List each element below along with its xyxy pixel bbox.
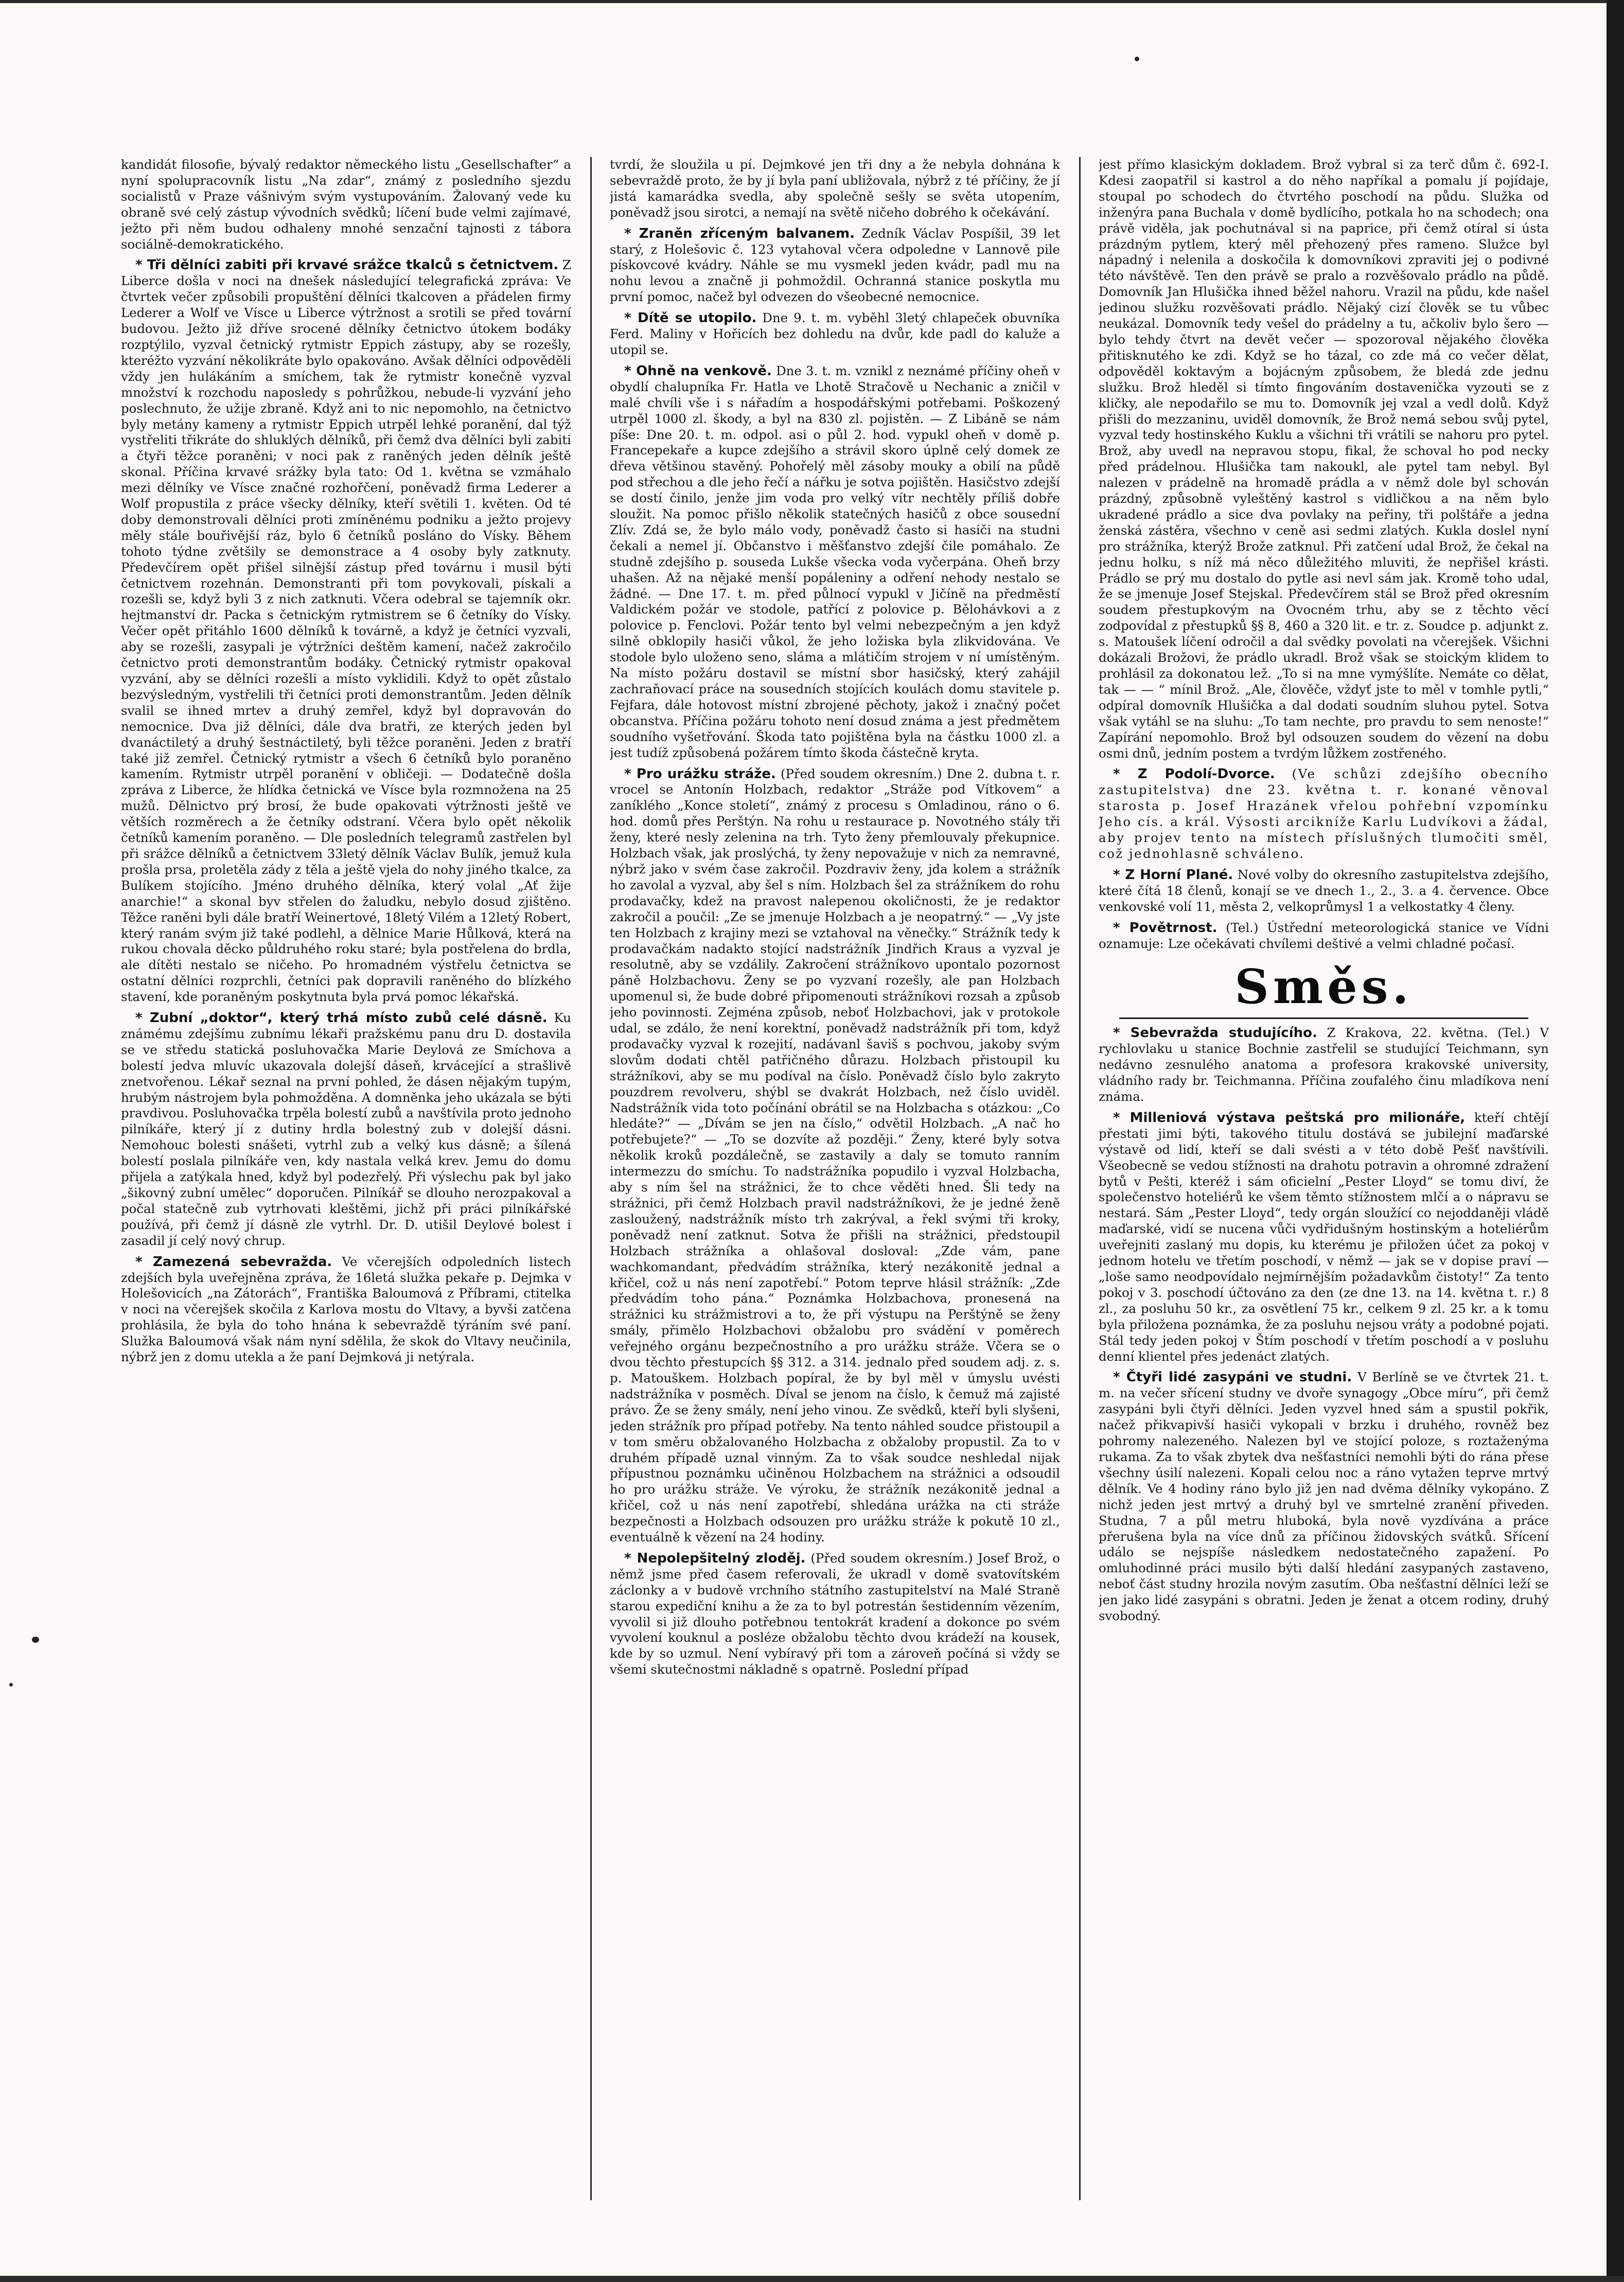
article-body: Ku známému zdejšímu zubnímu lékaři pražskému panu dru D. dostavila se ve středu statická posluhovačka Marie Deylová ze Smíchova a bolestí jedva mluvíc ukazovala dolejší dáseň, krvácející a strašlivě znetvořenou. Lékař seznal na první pohled, že dásen nějakým tupým, hrubým nástrojem byla pohmožděna. A domněnka jeho ukázala se býti pravdivou. Posluhovačka trpěla bolestí zubů a navštívila proto jednoho pilníkáře, který jí z dutiny hrdla bolestný zub v dolejší dásni. Nemohouc bolesti snášeti, vytrhl zub a velký kus dásně; a šílená bolestí poslala pilníkáře ven, kdy nastala velká krev. Jemu do domu přijela a zatýkala hned, když byl podezřelý. Při výslechu pak byl jako „šikovný zubní umělec“ doporučen. Pilníkář se dlouho nerozpakoval a počal statečně zub vytrhovati kleštěmi, jichž při práci pilníkářské používá, při čemž jí dásně zle vytrhl. Dr. D. utišil Deylové bolest i zasadil jí celý nový chrup.: [121, 1010, 571, 1248]
article-heading: * Tři dělníci zabiti při krvavé srážce tkalců s četnictvem.: [135, 257, 559, 273]
article-drowning: [610, 310, 1060, 358]
article-horni-plana: [1099, 867, 1549, 915]
article-body: Zedník Václav Pospíšil, 39 let starý, z Holešovic č. 123 vytahoval včera odpoledne v Lannově pile pískovcové kvádry. Náhle se mu vysmekl jeden kvádr, padl mu na nohu levou a značně ji pohmoždil. Ochranná stanice poskytla mu první pomoc, načež byl odvezen do všeobecné nemocnice.: [610, 225, 1060, 305]
article-body: (Před soudem okresním.) Dne 2. dubna t. r. vrocel se Antonín Holzbach, redaktor „Stráže pod Vítkovem“ a zaníklého „Konce století“, známý z procesu s Omladinou, ráno o 6. hod. domů přes Perštýn. Na rohu u restaurace p. Novotného stály tři ženy, které nesly zelenina na trh. Tyto ženy přemlouvaly překupnice. Holzbach však, jak proslýchá, ty ženy nepovažuje v nich za nemravné, nýbrž jako v svém čase zakročil. Pozdraviv ženy, jda kolem a strážník ho zavolal a vyzval, aby šel s ním. Holzbach šel za strážníkem do rohu prodavačky, kdež na pravost nalepenou okoličnosti, že je redaktor zakročil a poučil: „Ze se jmenuje Holzbach a je neopatrný.“ — „Vy jste ten Holzbach z krajiny mezi se vztahoval na věnečky.“ Strážník tedy k prodavačkám nadakto stojící nadstrážník Jindřich Kraus a vyzval je resolutně, aby se vzdálily. Zakročení strážníkovo upontalo pozornost páně Holzbachovu. Ženy se po vyzvaní rozešly, ale pan Holzbach upomenul si, že bude dobré připomenouti strážníkovi rozsah a způsob jeho povinnosti. Zejména způsob, neboť Holzbachovi, jak v protokole udal, se zdálo, že není korektní, poněvadž nadstrážník při tom, když prodavačky vyzval k rozejití, nadávanl šaviš s pochvou, jakoby svým slovům dodati chtěl patřičného důrazu. Holzbach přistoupil ku strážníkovi, aby se mu podíval na číslo. Poněvadž číslo bylo zakryto pouzdrem revolveru, shýbl se dvakrát Holzbach, než číslo uviděl. Nadstrážník vida toto počínání obrátil se na Holzbacha s otázkou: „Co hledáte?“ — „Dívám se jen na číslo,“ odvětil Holzbach. „A nač ho potřebujete?“ — „To se dozvíte až později.“ Ženy, které byly sotva několik kroků pozdálečně, se zastavily a daly se tomuto ranním intermezzu do smíchu. To nadstrážníka popudilo i vyzval Holzbacha, aby s ním šel na strážnici, že to chce věděti hned. Šli tedy na strážnici, při čemž Holzbach pravil nadstrážníkovi, že je jedné ženě zasloužený, nadstrážník místo trh zakrýval, a řekl svými tři kroky, poněvadž není zatknut. Sotva že přišli na strážnici, předstoupil Holzbach strážníka a ohlašoval dosloval: „Zde vám, pane wachkomandant, předvádím strážníka, který nezákonitě jednal a křičel, což u nás není zapotřebí.“ Potom teprve hlásil strážník: „Zde předvádím toho pána.“ Poznámka Holzbachova, pronesená na strážnici ku strážmistrovi a to, že při výstupu na Perštýně se ženy smály, přimělo Holzbachovi obžalobu pro svádění v poměrech veřejného orgánu bezpečnostního a pro urážku stráže. Včera se o dvou těchto přestupcích §§ 312. a 314. jednalo před soudem adj. z. s. p. Matouškem. Holzbach popíral, že by byl měl v úmyslu uvésti nadstrážníka v posměch. Díval se jenom na číslo, k čemuž má zajisté právo. Že se ženy smály, není jeho vinou. Ze svědků, kteří byli slyšeni, jeden strážník pro případ potřeby. Na tento náhled soudce přistoupil a v tom směru obžalovaného Holzbacha z obžaloby propustil. Za to v druhém případě uznal vinným. Za to však soudce neshledal nijak přípustnou poznámku učiněnou Holzbachem na strážnici a odsoudil ho pro urážku stráže. Ve výroku, že strážník nezákonitě jednal a křičel, což u nás není zapotřebí, shledána urážka na cti stráže bezpečnosti a Holzbach odsouzen pro urážku stráže k pokutě 10 zl., eventuálně k vězení na 24 hodiny.: [610, 766, 1060, 1545]
article-thief: [610, 1551, 1060, 1678]
article-student-suicide: [1099, 1025, 1549, 1105]
article-body: Dne 3. t. m. vznikl z neznámé příčiny oheň v obydlí chalupníka Fr. Hatla ve Lhotě Stračově u Nechanic a zničil v malé chvíli vše i s nářadím a hospodářskými potřebami. Poškozený utrpěl 1000 zl. škody, a byl na 830 zl. pojistěn. — Z Libáně se nám píše: Dne 20. t. m. odpol. asi o půl 2. hod. vypukl oheň v domě p. Francepekaře a kupce zdejšího a strávil skoro úplně celý domek ze dřeva většinou stavěný. Pohořelý měl zásoby mouky a obilí na půdě pod střechou a dle jeho řečí a nářku je sotva pojištěn. Hasičstvo zdejší se dostí činilo, jenže jim voda pro velký vítr nechtěly příliš dobře sloužit. Na pomoc přišlo několik statečných hasičů z obce sousední Zlív. Zdá se, že bylo málo vody, poněvadž často si hasiči na studni čekali a nemel jí. Občanstvo i měšťanstvo zdejší čile pomáhalo. Ze studně zdejšího p. souseda Lukše všecka voda vyčerpána. Oheň brzy uhašen. Až na nějaké menší popáleniny a odření nehody nestalo se žádné. — Dne 17. t. m. před půlnocí vypukl v Jičíně na předměstí Valdickém požár ve stodole, patřící z polovice p. Bělohávkovi a z polovice p. Fenclovi. Požár tento byl velmi nebezpečným a jen když silně obklopily hasiči vůkol, že jeho ložiska byla zlikvidována. Ve stodole bylo uloženo seno, sláma a mlátičím strojem v ní umístěným. Na místo požáru dostavil se místní sbor hasičský, který zahájil zachraňovací práce na sousedních stojících koulách domu stavitele p. Fejfara, dále hotovost místní zbrojené pěchoty, jakož i značný počet obcanstva. Příčina požáru tohoto není dosud známa a jest předmětem soudního vyšetřování. Škoda tato pojištěna byla na částku 1000 zl. a jest tudíž způsobená požárem tímto škoda částečně kryta.: [610, 363, 1060, 760]
article-body: (Tel.) Ústřední meteorologická stanice ve Vídni oznamuje: Lze očekávati chvílemi deštivé a velmi chladné počasí.: [1099, 920, 1549, 951]
article-heading: * Nepolepšitelný zloděj.: [624, 1550, 806, 1566]
article-body: (Před soudem okresním.) Josef Brož, o němž jsme před časem referovali, že ukradl v domě svatovítském záclonky a v budově vrchního státního zastupitelství na Malé Straně starou expediční knihu a že za to byl potrestán šestidenním vězením, vyvolil si již dlouho potřebnou tentokrát kradení a dokonce po svém vyvolení kouknul a posléze obžalobu těchto dvou krádeží na kousek, kde by so uzmul. Není vybíravý při tom a zároveň počíná si vždy se všemi skutečnostmi nákladně s opatrně. Poslední případ: [610, 1550, 1060, 1677]
article-dentist: [121, 1010, 571, 1249]
article-body: Nové volby do okresního zastupitelstva zdejšího, které čítá 18 členů, konají se ve dnech 1., 2., 3. a 4. července. Obce venkovské volí 11, města 2, velkoprůmysl 1 a velkostatky 4 členy.: [1099, 867, 1549, 914]
article-body: Z Krakova, 22. května. (Tel.) V rychlovlaku u stanice Bochnie zastřelil se studující Teichmann, syn nedávno zesnulého anatoma a profesora krakovské university, vládního rady br. Teichmanna. Příčina zoufalého činu mladíkova není známa.: [1099, 1025, 1549, 1104]
article-podoli: [1099, 766, 1549, 862]
article-weather: [1099, 920, 1549, 952]
article-fires: [610, 363, 1060, 761]
column-2: [610, 157, 1060, 2210]
section-title-smes: Směs.: [1234, 959, 1413, 1015]
section-rule: [1119, 1017, 1528, 1019]
article-heading: * Z Podolí-Dvorce.: [1113, 766, 1275, 782]
article-heading: * Zubní „doktor“, který trhá místo zubů celé dásně.: [135, 1010, 548, 1026]
article-strike-shooting: [121, 257, 571, 1005]
scan-border-right: [1607, 0, 1624, 2282]
scan-speck: [9, 1683, 13, 1687]
article-heading: * Povětrnost.: [1113, 920, 1217, 936]
article-suicide-prevented: [121, 1254, 571, 1365]
column-3: [1099, 157, 1549, 2210]
article-heading: * Ohně na venkově.: [624, 363, 772, 379]
article-body: V Berlíně se ve čtvrtek 21. t. m. na večer sřícení studny ve dvoře synagogy „Obce míru“, při čemž zasypáni byli čtyři dělníci. Jeden vyzvel hned sám a spustil pokřik, načež přikvapivší hasiči vykopali v brzku i druhého, rovněž bez pohromy nalezeného. Nalezen byl ve stojící poloze, s roztaženýma rukama. Za to však zbytek dva nešťastníci nemohli býti do rána přese všechny úsilí nalezeni. Kopali celou noc a ráno vytažen teprve mrtvý dělník. Ve 4 hodiny ráno bylo již jen nad dvěma dělníky vykopáno. Z nichž jeden jest mrtvý a druhý byl ve smrtelné zranění přiveden. Studna, 7 a půl metru hluboká, byla nově vyzdívána a práce přerušena byla na více dnů za příčinou židovských svátků. Sřícení událo se nejspíše následkem nedostatečného zapažení. Po omluhodinné práci musilo býti další hledání zasypaných zastaveno, neboť část studny hrozila novým zasutím. Oba nešťastní dělníci leží se jen jako lidé zasypáni s obratni. Jeden je ženat a otcem rodiny, druhý svobodný.: [1099, 1370, 1549, 1624]
article-continuation: jest přímo klasickým dokladem. Brož vybral si za terč dům č. 692-I. Kdesi zaopatřil si kastrol a do něho napříkal a pomalu jí pojídaje, stoupal po schodech do čtvrtého poschodí na půdu. Služka od inženýra pana Buchala v domě bydlícího, potkala ho na schodech; ona právě viděla, jak pochutnával si na paprice, při čemž otíral si ústa prázdným pytlem, který měl přehozený přes rameno. Služce byl nápadný i nelenila a doskočila k domovníkovi zpraviti jej o podivné této návštěvě. Ten den právě se pralo a rozvěšovalo prádlo na půdě. Domovník Jan Hlušička ihned běžel nahoru. Vrazil na půdu, kde našel jedinou služku rozvěšovati prádlo. Nějaký cizí člověk se tu vůbec neukázal. Domovník tedy vešel do prádelny a tu, ačkoliv bylo šero — bylo tehdy čtvrt na devět večer — spozoroval nějakého člověka přitisknutého ke zdi. Když se ho tázal, co zde má co večer dělat, odpověděl koktavým a bojácným způsobem, že bledá zde jednu služku. Brož hleděl si tímto fingováním dostavenička vyzouti se z kličky, ale nepodařilo se mu to. Domovník jej vzal a vedl dolů. Když přišli do mezzaninu, uviděl domovník, že Brož nemá sebou svůj pytel, vyzval tedy hostinského Kuklu a všichni tři vrátili se nahoru pro pytel. Brož, aby uvedl na nepravou stopu, fikal, že schoval ho pod necky před prádelnou. Hlušička tam nakoukl, ale pytel tam nebyl. Byl nalezen v prádelně na hromadě prádla a v němž dole byl schován prázdný, způsobně vyleštěný kastrol s vidličkou a na něm bylo ukradené prádlo a sice dva povlaky na peřiny, tři polštáře a jedna ženská zástěra, všechno v ceně asi sedmi zlatých. Kukla doslel nyní pro strážníka, kterýž Brože zatknul. Při zatčení udal Brož, že čekal na jednu holku, s níž má něco důležitého mluviti, že nepřišel krásti. Prádlo se prý mu dostalo do pytle asi nevl sám jak. Kromě toho udal, že se jmenuje Josef Stejskal. Předevčírem stál se Brož před okresním soudem přestupkovým na Ovocném trhu, aby se z těchto věcí zodpovídal z přestupků §§ 8, 460 a 320 lit. e tr. z. Soudce p. adjunkt z. s. Matoušek líčení odročil a dal svědky povolati na včerejšek. Všichni dokázali Brožovi, že prádlo ukradl. Brož však se stoickým klidem to prohlásil za dokonatou lež. „To si na mne vymýšlíte. Nemáte co dělat, tak — — “ mínil Brož. „Ale, člověče, vždyť jste to měl v tomhle pytli,“ odpíral domovník Hlušička a dal dodati soudním sluhou pytel. Sotva však vytáhl se na sluhu: „To tam nechte, pro pravdu to sem nenoste!“ Zapírání nepomohlo. Brož byl odsouzen soudem do vězení na dobu osmi dnů, jedním postem a tvrdým lůžkem zostřeného.: [1099, 157, 1549, 761]
column-1: [121, 157, 571, 2210]
article-guard-insult: [610, 766, 1060, 1546]
article-continuation: kandidát filosofie, bývalý redaktor německého listu „Gesellschafter“ a nyní spolupracovník listu „Na zdar“, známý z posledního sjezdu socialistů v Praze vášnivým svým vystupováním. Žalovaný vede ku obraně své celý zástup vývodních svědků; líčení bude velmi zajímavé, ježto při něm budou odhaleny mnohé senzační tajnosti z tábora sociálně-demokratického.: [121, 157, 571, 252]
scan-speck: [32, 1637, 39, 1643]
text-columns: [121, 157, 1549, 2210]
article-heading: * Sebevražda studujícího.: [1113, 1025, 1317, 1041]
article-body: kteří chtějí přestati jimi býti, takového titulu dostává se jubilejní maďarské výstavě od lidí, kteří se dali svésti a v této době Pešť navštívili. Všeobecně se vedou stížnosti na drahotu potravin a ohromné zdražení bytů v Pešti, kteréž i sám oficielní „Pester Lloyd“ se tomu diví, že společenstvo hoteliérů ke všem těmto stížnostem mlčí a o nápravu se nestará. Sám „Pester Lloyd“, tedy orgán sloužící co nejoddaněji vládě maďarské, vidí se nucena vůči vydřidušným hostinským a hoteliérům uveřejniti zaslaný mu dopis, ku kterému je přiložen účet za pokoj v jednom hotelu ve třetím poschodí, v němž — jak se v dopise praví — „loše samo neodpovídalo nejmírnějším požadavkům čistoty!“ Za tento pokoj v 3. poschodí účtováno za den (ze dne 13. na 14. května t. r.) 8 zl., za posluhu 50 kr., za osvětlení 75 kr., celkem 9 zl. 25 kr. a k tomu byla přiložena poznámka, že za posluhu nejsou vráty a podobné pojati. Stál tedy jeden pokoj v Štím poschodí v třetím poschodí a v posluhu denní klientel přes jedenáct zlatých.: [1099, 1110, 1549, 1364]
article-heading: * Z Horní Plané.: [1113, 867, 1233, 883]
article-millennium-exhibition: [1099, 1110, 1549, 1365]
article-body: (Ve schůzi zdejšího obecního zastupitelstva) dne 23. května t. r. konané věnoval starosta p. Josef Hrazánek vřelou pohřební vzpomínku Jeho cís. a král. Výsosti arcikníže Karlu Ludvíkovi a žádal, aby projev tento na místech příslušných tlumočiti směl, což jednohlasně schváleno.: [1099, 766, 1549, 861]
article-well-collapse: [1099, 1370, 1549, 1624]
article-continuation: tvrdí, že sloužila u pí. Dejmkové jen tři dny a že nebyla dohnána k sebevraždě proto, že by jí byla paní ubližovala, nýbrž z té příčiny, že jí jistá kamarádka svedla, aby společně sešly se světa utopením, poněvadž jsou sirotci, a nemají na světě ničeho dobrého k očekávání.: [610, 157, 1060, 220]
article-heading: * Pro urážku stráže.: [624, 766, 776, 782]
article-heading: * Milleniová výstava peštská pro milionáře,: [1113, 1110, 1466, 1126]
article-body: Ve včerejších odpoledních listech zdejších byla uveřejněna zpráva, že 16letá služka pekaře p. Dejmka v Holešovicích „na Zátorách“, Františka Baloumová z Příbrami, ctitelka v noci na včerejšek skočila z Karlova mostu do Vltavy, a byvši zatčena prohlásila, že byla do toho hnána k sebevraždě týráním své paní. Služka Baloumová však nám nyní sdělila, že skok do Vltavy neučinila, nýbrž jen z domu utekla a že paní Dejmková ji netýrala.: [121, 1254, 571, 1365]
scan-border-bottom: [0, 2276, 1624, 2282]
article-body: Z Liberce došla v noci na dnešek následující telegrafická zpráva: Ve čtvrtek večer způsobili propuštění dělníci tkalcoven a přádelen firmy Lederer a Wolf ve Vísce u Liberce výtržnost a srotili se před tovární budovou. Ježto již dříve srocené dělníky četnictvo útokem bodáky rozptýlilo, vyzval četnický rytmistr Eppich zástupy, aby se rozešly, kteréžto vyzvání několikráte bylo opakováno. Avšak dělníci odpověděli vždy jen hulákáním a smíchem, tak že rytmistr konečně vyzval množství k rozchodu naposledy s pohrůžkou, nebude-li vyzvání jeho poslechnuto, že užije zbraně. Když ani to nic nepomohlo, na četnictvo byly metány kameny a rytmistr Eppich utrpěl lehké poranění, dal týž vystřeliti třikráte do shluklých dělníků, při čemž dva dělníci byli zabiti a čtyři těžce poraněni; v noci pak z raněných jeden dělník ještě skonal. Příčina krvavé srážky byla tato: Od 1. května se vzmáhalo mezi dělníky ve Vísce značné rozhořčení, poněvadž firma Lederer a Wolf propustila z práce všecky dělníky, kteří světili 1. květen. Od té doby demonstrovali dělníci proti zmíněnému podniku a ježto projevy měly stále bouřivější ráz, bylo 6 četníků posláno do Vísky. Během tohoto týdne zvětšily se demonstrace a 4 osoby byly zatknuty. Předevčírem opět přišel silnější zástup před továrnu i musil býti četnictvem rozehnán. Demonstranti při tom povykovali, pískali a rozešli se, když byli 3 z nich zatknuti. Včera odebral se tajemník okr. hejtmanství dr. Packa s četnickým rytmistrem se 6 četníky do Vísky. Večer opět přitáhlo 1600 dělníků k továrně, a když je četníci vyzvali, aby se rozešli, zasypali je výtržníci deštěm kamení, načež zakročilo četnictvo proti demonstrantům bodáky. Četnický rytmistr opakoval vyzvání, aby se dělníci rozešli a místo vyklidili. Když to opět zůstalo bezvýsledným, vystřelili tři četníci proti demonstrantům. Jeden dělník svalil se ihned mrtev a druhý zemřel, když byl dopravován do nemocnice. Dva již dělníci, dále dva bratři, ze kterých jeden byl dvanáctiletý a druhý šestnáctiletý, byli těžce poraněni. Jeden z bratří také již zemřel. Četnický rytmistr a všech 6 četníků bylo poraněno kamením. Rytmistr utrpěl poranění v obličeji. — Dodatečně došla zpráva z Liberce, že hlídka četnická ve Vísce byla rozmnožena na 25 mužů. Dělnictvo prý brosí, že bude opakovati výtržnosti ještě ve větších rozměrech a že četníky odstraní. Včera bylo opět několik četníků kamením poraněno. — Dle posledních telegramů zastřelen byl při srážce dělníků a četnictvem 33letý dělník Václav Bulík, jemuž kula prošla prsa, proletěla zády z těla a ještě vjela do nohy jiného tkalce, za Bulíkem stojícího. Jméno druhého dělníka, který volal „Ať žije anarchie!“ a skonal byv střelen do žaludku, nebylo dosud zjištěno. Těžce raněni byli dále bratří Weinertové, 18letý Vilém a 12letý Robert, který ranám svým již také podlehl, a dělnice Marie Hůlková, která na rukou chovala děcko půldruhého roku staré; byla postřelena do brdla, ale dítěti nestalo se ničeho. Po hromadném výstřelu četnictva se ostatní dělníci rozprchli, četníci pak dopravili raněného do blízkého stavení, kde poraněným poskytnuta byla prvá pomoc lékařská.: [121, 257, 571, 1005]
article-heading: * Čtyři lidé zasypáni ve studni.: [1113, 1370, 1352, 1385]
article-heading: * Zamezená sebevražda.: [135, 1254, 332, 1270]
article-heading: * Dítě se utopilo.: [624, 310, 757, 326]
article-boulder: [610, 226, 1060, 306]
scan-border-top: [0, 0, 1624, 3]
scan-speck: [1135, 57, 1139, 61]
article-heading: * Zraněn zříceným balvanem.: [624, 225, 855, 241]
article-body: Dne 9. t. m. vyběhl 3letý chlapeček obuvníka Ferd. Maliny v Hořicích bez dohledu na dvůr, kde padl do kaluže a utopil se.: [610, 310, 1060, 357]
